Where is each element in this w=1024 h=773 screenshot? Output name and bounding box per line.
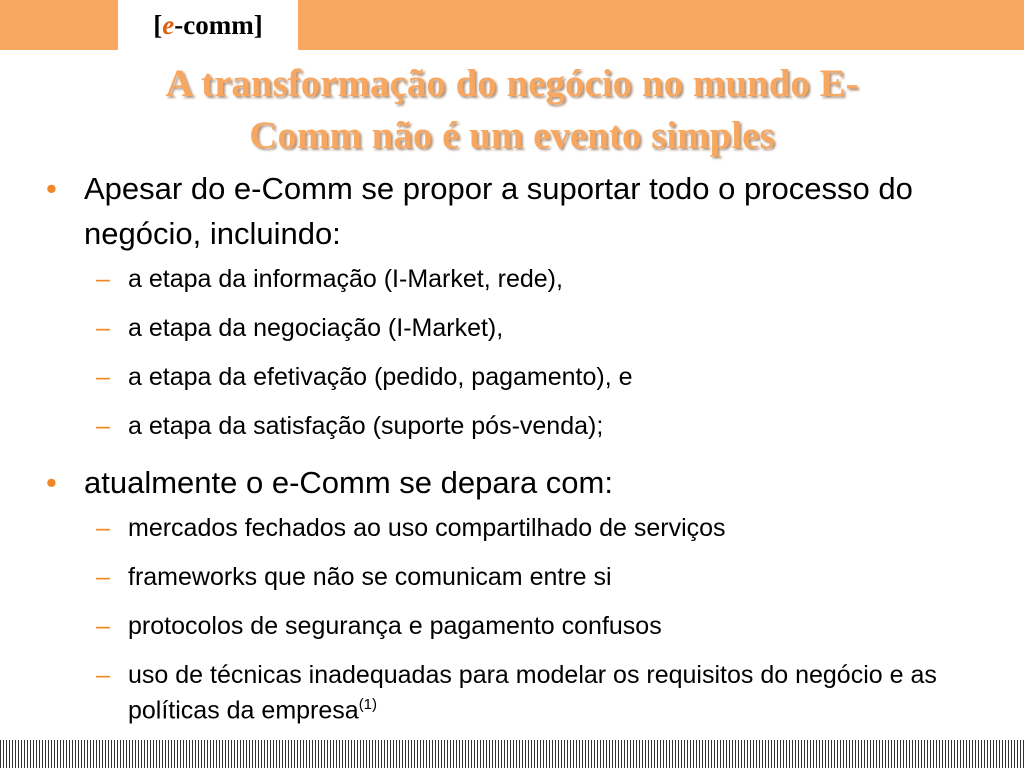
title-line-1: A transformação do negócio no mundo E- [165, 62, 859, 105]
sub-marker: – [96, 514, 110, 542]
bullet-marker: • [46, 465, 57, 500]
sub-text: mercados fechados ao uso compartilhado de serviços [128, 514, 726, 542]
slide-content [44, 166, 1004, 744]
brand-logo [118, 0, 298, 50]
title-line-2: Comm não é um evento simples [249, 114, 775, 157]
sub-marker: – [96, 563, 110, 591]
sub-item [44, 313, 1004, 343]
bullet-marker: • [46, 171, 57, 206]
brand-text: -comm] [174, 9, 263, 40]
sub-marker: – [96, 265, 110, 293]
sub-item [44, 513, 1004, 543]
brand-accent: e [162, 9, 175, 40]
bullet-item [44, 460, 1004, 505]
sub-text: protocolos de segurança e pagamento confusos [128, 612, 662, 640]
sub-marker: – [96, 612, 110, 640]
sub-item [44, 264, 1004, 294]
sub-item [44, 362, 1004, 392]
sub-text: frameworks que não se comunicam entre si [128, 563, 612, 591]
bullet-text: Apesar do e-Comm se propor a suportar todo o processo do negócio, incluindo: [84, 171, 913, 251]
sub-marker: – [96, 412, 110, 440]
sub-marker: – [96, 363, 110, 391]
header-bar-right [298, 0, 1024, 50]
sub-text: uso de técnicas inadequadas para modelar os requisitos do negócio e as políticas da empresa [128, 661, 937, 725]
sub-text: a etapa da efetivação (pedido, pagamento), e [128, 363, 633, 391]
sub-text: a etapa da informação (I-Market, rede), [128, 265, 563, 293]
footnote-ref: (1) [358, 696, 378, 713]
sub-marker: – [96, 314, 110, 342]
sub-marker: – [96, 661, 110, 689]
sub-item [44, 660, 1004, 725]
sub-item [44, 411, 1004, 441]
bullet-item [44, 166, 1004, 256]
sub-item [44, 562, 1004, 592]
slide-title [40, 58, 984, 162]
brand-bracket: [ [153, 9, 163, 40]
footer-stripe-bar [0, 740, 1024, 768]
bullet-text: atualmente o e-Comm se depara com: [84, 465, 613, 500]
sub-item [44, 611, 1004, 641]
sub-text: a etapa da satisfação (suporte pós-venda); [128, 412, 604, 440]
header-bar-left [0, 0, 118, 50]
sub-text: a etapa da negociação (I-Market), [128, 314, 504, 342]
